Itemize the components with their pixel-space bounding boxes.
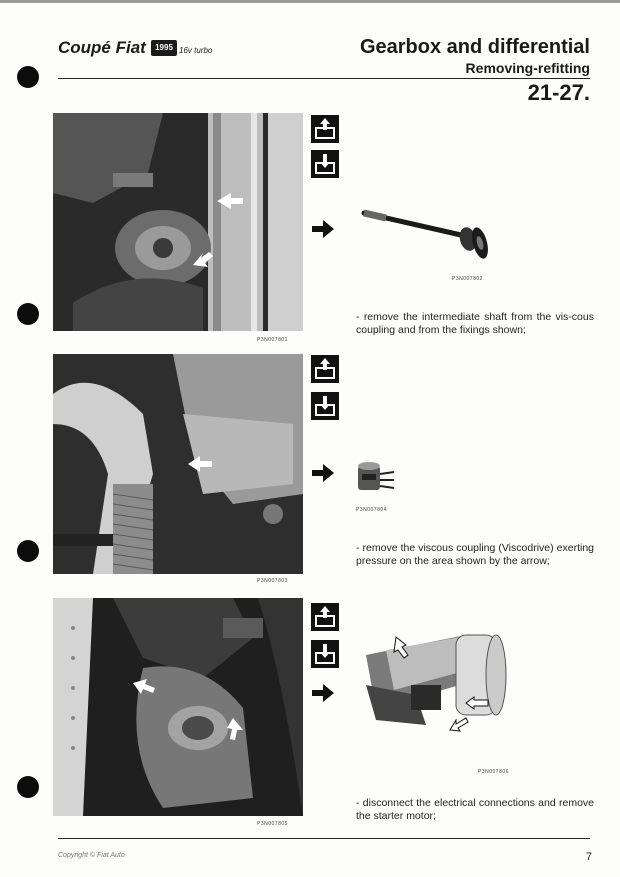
pointer-arrow-icon — [312, 464, 334, 482]
binder-hole-icon — [17, 776, 39, 798]
engine-photo-1 — [53, 113, 303, 331]
header-divider — [58, 78, 590, 79]
year-badge: 1995 — [151, 40, 177, 56]
section-title: Gearbox and differential — [359, 36, 590, 58]
page-number: 7 — [585, 851, 592, 863]
photo-code: P3N007803 — [257, 578, 288, 584]
part-code: P3N007806 — [478, 769, 509, 775]
page-code: 21-27. — [527, 80, 590, 105]
top-edge-line — [0, 0, 620, 3]
binder-hole-icon — [17, 540, 39, 562]
refitting-icon — [311, 392, 339, 420]
step-text-1: - remove the intermediate shaft from the vis-cous coupling and from the fixings shown; — [356, 311, 594, 336]
step-text-3: - disconnect the electrical connections and remove the starter motor; — [356, 797, 594, 822]
refitting-icon — [311, 640, 339, 668]
removal-icon — [311, 115, 339, 143]
removal-icon — [311, 603, 339, 631]
step-text-2: - remove the viscous coupling (Viscodrive) exerting pressure on the area shown by the arrow; — [356, 542, 594, 567]
starter-motor-drawing — [356, 625, 516, 750]
photo-code: P3N007805 — [257, 821, 288, 827]
brand-title: Coupé Fiat — [58, 38, 146, 57]
copyright-text: Copyright © Fiat Auto — [58, 852, 125, 859]
section-subtitle: Removing-refitting — [465, 60, 590, 76]
intermediate-shaft-drawing — [356, 205, 496, 270]
part-code: P3N007804 — [356, 507, 387, 513]
part-code: P3N007802 — [452, 276, 483, 282]
footer-divider — [58, 838, 590, 839]
photo-code: P3N007801 — [257, 337, 288, 343]
viscous-coupling-drawing — [352, 460, 402, 505]
engine-photo-2 — [53, 354, 303, 574]
binder-hole-icon — [17, 66, 39, 88]
engine-photo-3 — [53, 598, 303, 816]
binder-hole-icon — [17, 303, 39, 325]
removal-icon — [311, 355, 339, 383]
model-subtitle: 16v turbo — [179, 46, 213, 55]
pointer-arrow-icon — [312, 684, 334, 702]
pointer-arrow-icon — [312, 220, 334, 238]
refitting-icon — [311, 150, 339, 178]
